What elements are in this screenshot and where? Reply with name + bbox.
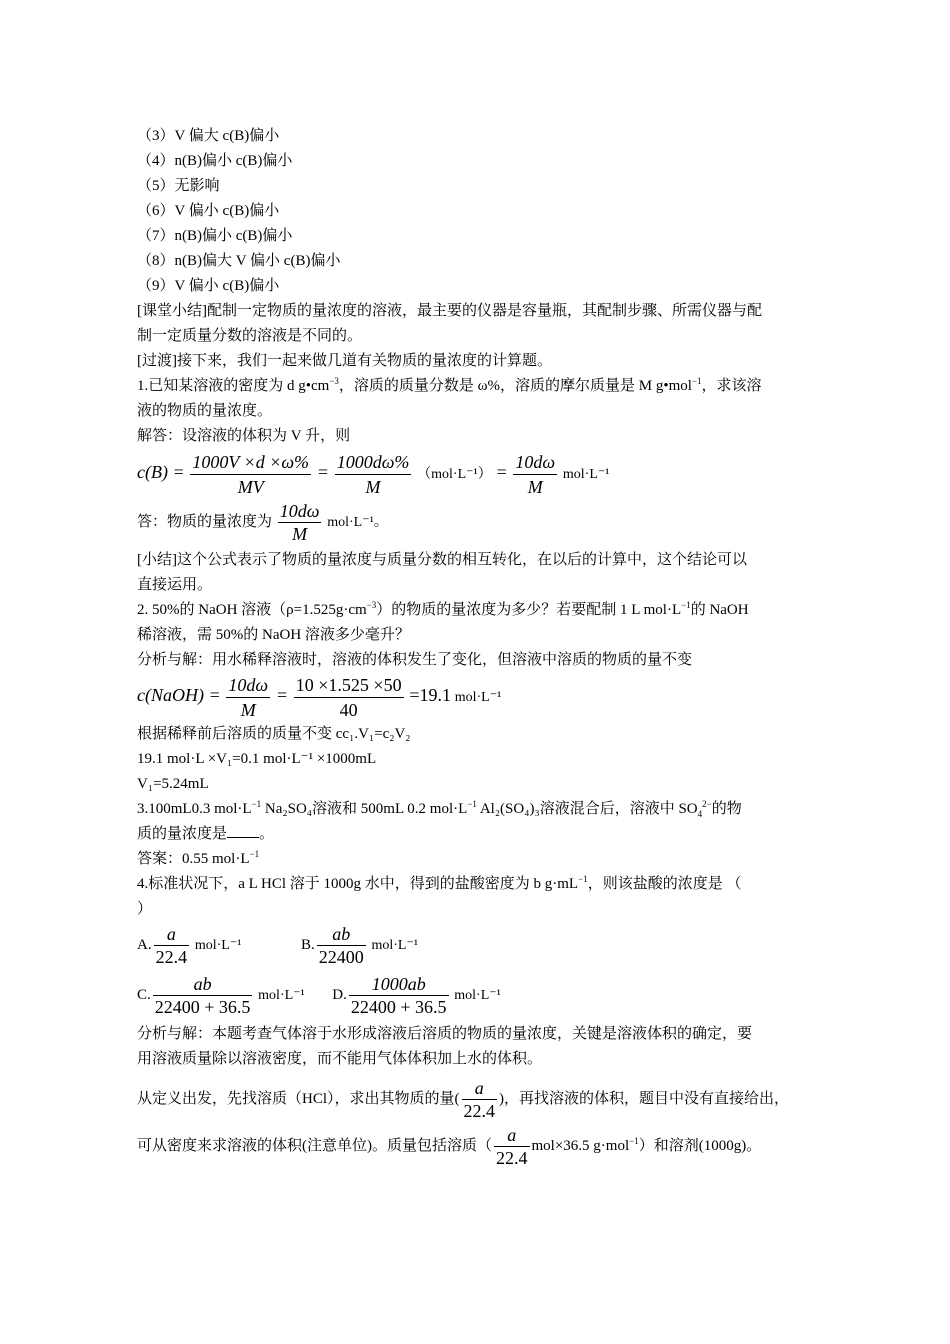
summary: [小结]这个公式表示了物质的量浓度与质量分数的相互转化，在以后的计算中，这个结论可以	[137, 552, 747, 568]
dilution-note: 根据稀释前后溶质的质量不变 cc₁.V₁=c₂V₂	[137, 726, 411, 742]
line-5: （5）无影响	[137, 178, 220, 194]
question-1-cont: 液的物质的量浓度。	[137, 403, 273, 419]
question-3: 3.100mL0.3 $mol\cdot L^{-1}$ Na₂SO₄溶液和 500mL 0.2 $mol\cdot L^{-1}$ Al₂(SO₄)₃溶液混合后，溶液中 $SO_4^{2-}$的物	[137, 799, 742, 819]
line-7: （7）n(B)偏小 c(B)偏小	[137, 228, 293, 244]
dilution-calc: 19.1 mol·L ×V₁=0.1 mol·L⁻¹ ×1000mL	[137, 751, 377, 767]
answer-1: 答：物质的量浓度为 $\frac{10d\omega}{M}$ mol·L⁻¹。	[137, 501, 388, 544]
question-2: 2. 50%的 NaOH 溶液$(\rho=1.525g\cdot cm^{-3})$的物质的量浓度为多少？若要配制 1 L $mol\cdot L^{-1}$的 NaOH	[137, 600, 749, 618]
answer-blank	[227, 825, 259, 838]
question-4: 4.标准状况下，a L HCl 溶于 1000g 水中，得到的盐酸密度为 b $g\cdot mL^{-1}$，则该盐酸的浓度是 （	[137, 874, 742, 892]
analysis-4: 分析与解：本题考查气体溶于水形成溶液后溶质的物质的量浓度，关键是溶液体积的确定，要	[137, 1026, 753, 1042]
answer-setup: 解答：设溶液的体积为 V 升，则	[137, 428, 351, 444]
summary-cont: 直接运用。	[137, 577, 213, 593]
analysis-4-step2: 可从密度来求溶液的体积(注意单位)。质量包括溶质（ $\frac{a}{22.4}$ mol×36.5 g·mol$^{-1}$）和溶剂(1000g)。	[137, 1125, 762, 1168]
question-1: 1.已知某溶液的密度为 d $g•cm^{-3}$，溶质的质量分数是 ω%，溶质的摩尔质量是 M g•mol$^{-1}$，求该溶	[137, 376, 762, 394]
line-8: （8）n(B)偏大 V 偏小 c(B)偏小	[137, 253, 341, 269]
option-d: D. $\frac{1000ab}{22400 + 36.5}$ mol·L⁻¹	[332, 974, 501, 1017]
class-summary-cont: 制一定质量分数的溶液是不同的。	[137, 328, 363, 344]
line-6: （6）V 偏小 c(B)偏小	[137, 203, 280, 219]
option-a: A. $\frac{a}{22.4}$ mol·L⁻¹	[137, 924, 242, 967]
question-2-cont: 稀溶液，需 50%的 NaOH 溶液多少毫升？	[137, 627, 410, 643]
class-summary: [课堂小结]配制一定物质的量浓度的溶液，最主要的仪器是容量瓶，其配制步骤、所需仪器与配	[137, 303, 762, 319]
options-cd	[137, 973, 501, 1018]
question-4-cont: ）	[137, 901, 153, 917]
dilution-result: V₁=5.24mL	[137, 776, 209, 792]
line-3: （3）V 偏大 c(B)偏小	[137, 128, 280, 144]
answer-3: 答案：0.55 $mol\cdot L^{-1}$	[137, 849, 260, 867]
line-9: （9）V 偏小 c(B)偏小	[137, 278, 280, 294]
formula-1: c(B) = $\frac{1000V \times d \times\omega\%}{MV}$ = $\frac{1000d\omega\%}{M}$ （mol·L⁻¹） = $\frac{10d\omega}{M}$ mol·L⁻¹	[137, 452, 610, 497]
transition: [过渡]接下来，我们一起来做几道有关物质的量浓度的计算题。	[137, 353, 552, 369]
option-c: C. $\frac{ab}{22400 + 36.5}$ mol·L⁻¹	[137, 974, 305, 1017]
analysis-4-step1: 从定义出发，先找溶质（HCl），求出其物质的量( $\frac{a}{22.4}$ )，再找溶液的体积，题目中没有直接给出，	[137, 1078, 790, 1121]
line-4: （4）n(B)偏小 c(B)偏小	[137, 153, 293, 169]
question-3-cont: 质的量浓度是 。	[137, 826, 275, 842]
analysis-4-cont: 用溶液质量除以溶液密度，而不能用气体体积加上水的体积。	[137, 1051, 543, 1067]
formula-2: c(NaOH) = $\frac{10d\omega}{M}$ = $\frac{10 \times 1.525 \times 50}{40}$ =19.1 mol·L⁻¹	[137, 675, 502, 720]
option-b: B. $\frac{ab}{22400}$ mol·L⁻¹	[300, 924, 419, 967]
options-ab	[137, 923, 418, 968]
analysis-2: 分析与解：用水稀释溶液时，溶液的体积发生了变化，但溶液中溶质的物质的量不变	[137, 652, 693, 668]
